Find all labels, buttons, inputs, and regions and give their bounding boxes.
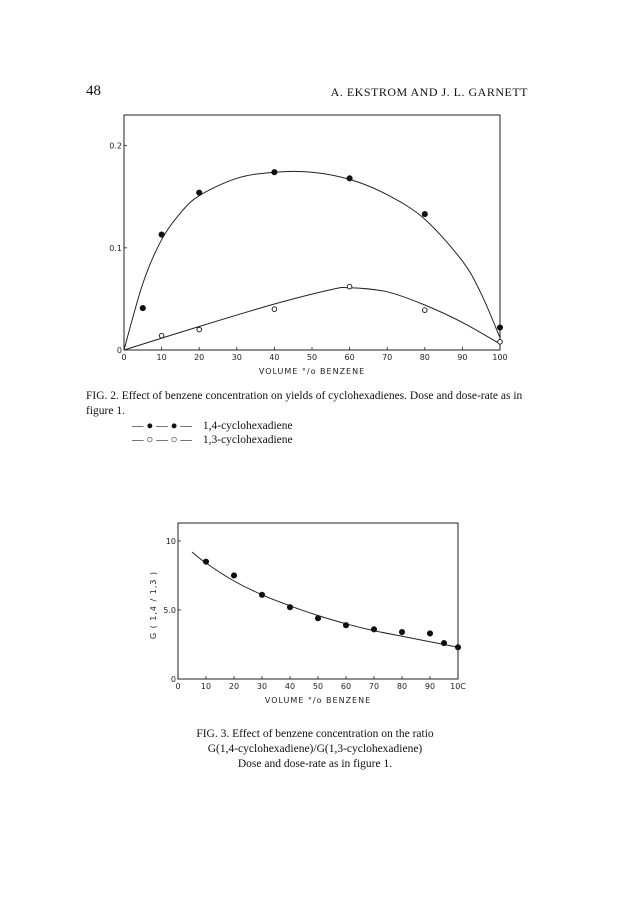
- x-tick-label: 70: [368, 682, 380, 691]
- legend-marker-open: — ○ — ○ —: [132, 434, 192, 446]
- data-point-filled: [343, 623, 348, 628]
- x-tick-label: 90: [457, 353, 468, 362]
- legend-row-1: [132, 419, 293, 433]
- caption-line: FIG. 3. Effect of benzene concentration on the ratio: [196, 728, 434, 740]
- x-tick-label: 50: [306, 353, 318, 362]
- x-tick-label: 10C: [450, 682, 466, 691]
- legend-row-2: [132, 433, 293, 447]
- x-tick-label: 60: [340, 682, 352, 691]
- data-point-filled: [315, 616, 320, 621]
- plot-frame: [178, 523, 458, 679]
- data-point-filled: [441, 641, 446, 646]
- plot-frame: [124, 115, 500, 350]
- data-point-filled: [347, 176, 352, 181]
- x-tick-label: 40: [284, 682, 296, 691]
- figure-3-caption: [170, 727, 460, 772]
- data-point-open: [347, 284, 352, 289]
- data-point-filled: [259, 592, 264, 597]
- y-tick-label: 0.2: [109, 141, 122, 151]
- x-tick-label: 100: [492, 353, 508, 362]
- data-point-open: [498, 340, 503, 345]
- data-point-filled: [231, 573, 236, 578]
- y-tick-label: 5.0: [163, 605, 176, 615]
- data-point-filled: [422, 212, 427, 217]
- legend-label: 1,4-cyclohexadiene: [202, 420, 293, 432]
- data-point-filled: [371, 627, 376, 632]
- x-tick-label: 0: [175, 682, 181, 691]
- x-tick-label: 60: [344, 353, 355, 362]
- y-tick-label: 0: [116, 346, 122, 355]
- x-tick-label: 30: [256, 682, 268, 691]
- series-curve: [124, 287, 500, 350]
- figure-2-chart: [100, 108, 520, 378]
- x-tick-label: 40: [269, 353, 280, 362]
- data-point-filled: [427, 631, 432, 636]
- x-tick-label: 0: [121, 353, 127, 362]
- page-number: 48: [86, 83, 101, 99]
- x-tick-label: 80: [419, 353, 430, 362]
- y-tick-label: 0: [170, 675, 176, 684]
- figure-3-chart: [150, 515, 480, 715]
- x-tick-label: 80: [396, 682, 408, 691]
- x-tick-label: 70: [382, 353, 393, 362]
- data-point-filled: [497, 325, 502, 330]
- x-tick-label: 10: [200, 682, 212, 691]
- running-header-authors: A. EKSTROM AND J. L. GARNETT: [330, 85, 528, 99]
- series-curve: [192, 552, 458, 647]
- y-tick-label: 0.1: [109, 243, 122, 253]
- figure-2-caption: FIG. 2. Effect of benzene concentration on yields of cyclohexadienes. Dose and dose-rate as in figure 1.: [86, 390, 523, 417]
- data-point-filled: [399, 629, 404, 634]
- legend-label: 1,3-cyclohexadiene: [202, 434, 293, 446]
- data-point-filled: [140, 306, 145, 311]
- y-axis-label: G ( 1,4 / 1,3 ): [149, 570, 158, 640]
- data-point-open: [272, 307, 277, 312]
- caption-line: Dose and dose-rate as in figure 1.: [237, 758, 393, 770]
- y-tick-label: 10: [165, 536, 176, 546]
- data-point-filled: [159, 232, 164, 237]
- legend-marker-filled: — ● — ● —: [132, 420, 192, 432]
- data-point-open: [423, 308, 428, 313]
- x-tick-label: 30: [231, 353, 242, 362]
- data-point-filled: [197, 190, 202, 195]
- x-axis-label: VOLUME °/o BENZENE: [264, 696, 372, 705]
- x-tick-label: 90: [424, 682, 436, 691]
- data-point-filled: [203, 559, 208, 564]
- x-tick-label: 10: [156, 353, 167, 362]
- data-point-open: [159, 333, 164, 338]
- data-point-open: [197, 327, 202, 332]
- x-tick-label: 20: [194, 353, 205, 362]
- caption-line: G(1,4-cyclohexadiene)/G(1,3-cyclohexadiene): [207, 743, 423, 755]
- data-point-filled: [272, 170, 277, 175]
- data-point-filled: [287, 605, 292, 610]
- x-tick-label: 50: [312, 682, 324, 691]
- data-point-filled: [455, 645, 460, 650]
- x-tick-label: 20: [228, 682, 240, 691]
- x-axis-label: VOLUME °/o BENZENE: [258, 367, 366, 376]
- series-curve: [124, 171, 500, 350]
